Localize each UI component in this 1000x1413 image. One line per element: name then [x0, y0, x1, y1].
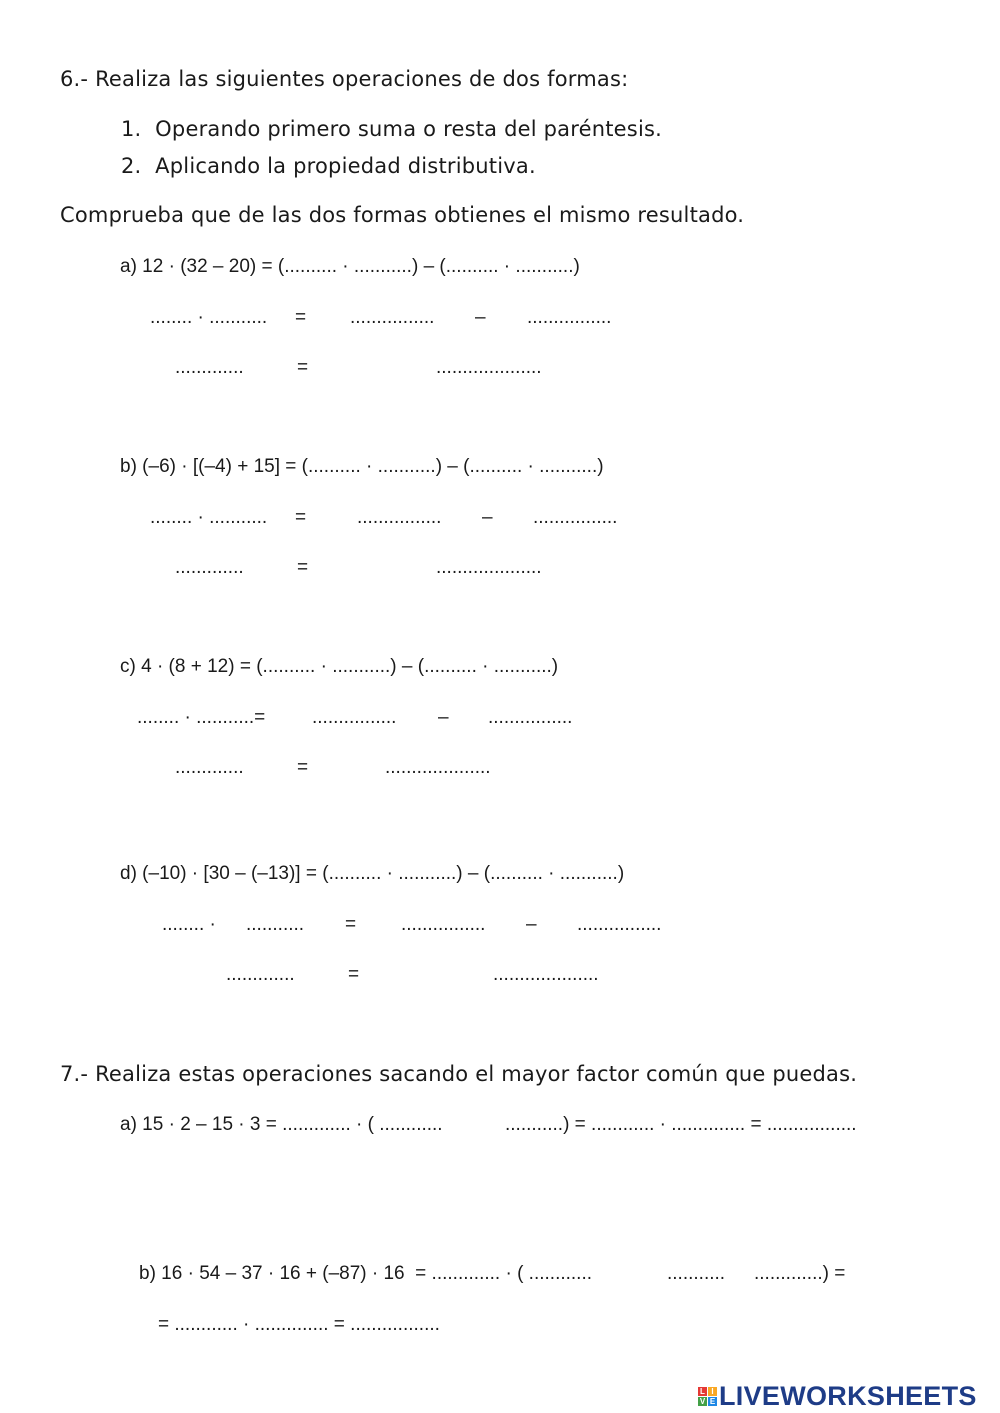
item-d-blank-left[interactable]: ........ ·	[162, 914, 216, 935]
item-d-result-left[interactable]: .............	[226, 964, 295, 985]
item-a-minus: –	[475, 307, 486, 328]
item-d-result-equals: =	[348, 964, 360, 985]
item-b-result-equals: =	[297, 557, 309, 578]
ex7-a-part-1[interactable]: a) 15 · 2 – 15 · 3 = ............. · ( ............	[120, 1114, 443, 1135]
item-d-blank-mid[interactable]: ................	[401, 914, 486, 935]
exercise-6-step-1: 1. Operando primero suma o resta del paréntesis.	[121, 117, 662, 141]
item-b-blank-right[interactable]: ................	[533, 507, 618, 528]
item-a-result-right[interactable]: ....................	[436, 357, 542, 378]
item-c-blank-right[interactable]: ................	[488, 707, 573, 728]
item-c-minus: –	[438, 707, 449, 728]
ex7-a-part-2[interactable]: ...........) = ............ · .............. = .................	[505, 1114, 857, 1135]
item-d-blank-right[interactable]: ................	[577, 914, 662, 935]
liveworksheets-logo	[698, 1381, 977, 1411]
item-a-blank-right[interactable]: ................	[527, 307, 612, 328]
item-d-equals: =	[345, 914, 357, 935]
logo-grid-icon	[698, 1387, 717, 1406]
ex7-b-line-2[interactable]: = ............ · .............. = .................	[158, 1314, 440, 1335]
exercise-6-title: 6.- Realiza las siguientes operaciones de dos formas:	[60, 67, 629, 91]
logo-letter-l: L	[698, 1387, 707, 1396]
brand-name: LIVEWORKSHEETS	[719, 1380, 977, 1411]
item-c-result-equals: =	[297, 757, 309, 778]
item-a-expression: a) 12 · (32 – 20) = (.......... · ...........) – (.......... · ...........)	[120, 256, 580, 277]
item-c-blank-mid[interactable]: ................	[312, 707, 397, 728]
logo-letter-i: I	[708, 1387, 717, 1396]
item-a-result-left[interactable]: .............	[175, 357, 244, 378]
exercise-6-step-2: 2. Aplicando la propiedad distributiva.	[121, 154, 536, 178]
item-c-expression: c) 4 · (8 + 12) = (.......... · ...........) – (.......... · ...........)	[120, 656, 559, 677]
item-a-result-equals: =	[297, 357, 309, 378]
logo-letter-e: E	[709, 1396, 716, 1406]
item-b-result-left[interactable]: .............	[175, 557, 244, 578]
ex7-b-part-3[interactable]: .............) =	[754, 1263, 846, 1284]
item-d-blank-left-2[interactable]: ...........	[246, 914, 305, 935]
item-a-equals: =	[295, 307, 307, 328]
item-b-equals: =	[295, 507, 307, 528]
item-a-blank-mid[interactable]: ................	[350, 307, 435, 328]
item-c-blank-left[interactable]: ........ · ...........=	[137, 707, 266, 728]
item-a-blank-left[interactable]: ........ · ...........	[150, 307, 268, 328]
item-d-minus: –	[526, 914, 537, 935]
exercise-7-title: 7.- Realiza estas operaciones sacando el mayor factor común que puedas.	[60, 1062, 858, 1086]
item-c-result-left[interactable]: .............	[175, 757, 244, 778]
item-c-result-right[interactable]: ....................	[385, 757, 491, 778]
item-b-blank-mid[interactable]: ................	[357, 507, 442, 528]
item-b-blank-left[interactable]: ........ · ...........	[150, 507, 268, 528]
exercise-6-check: Comprueba que de las dos formas obtienes el mismo resultado.	[60, 203, 745, 227]
item-b-minus: –	[482, 507, 493, 528]
item-d-expression: d) (–10) · [30 – (–13)] = (.......... · ...........) – (.......... · ...........)	[120, 863, 625, 884]
item-d-result-right[interactable]: ....................	[493, 964, 599, 985]
ex7-b-part-1[interactable]: b) 16 · 54 – 37 · 16 + (–87) · 16 = ............. · ( ............	[139, 1263, 593, 1284]
ex7-b-part-2[interactable]: ...........	[667, 1263, 726, 1284]
logo-letter-v: V	[699, 1396, 706, 1406]
item-b-result-right[interactable]: ....................	[436, 557, 542, 578]
item-b-expression: b) (–6) · [(–4) + 15] = (.......... · ...........) – (.......... · ...........)	[120, 456, 604, 477]
